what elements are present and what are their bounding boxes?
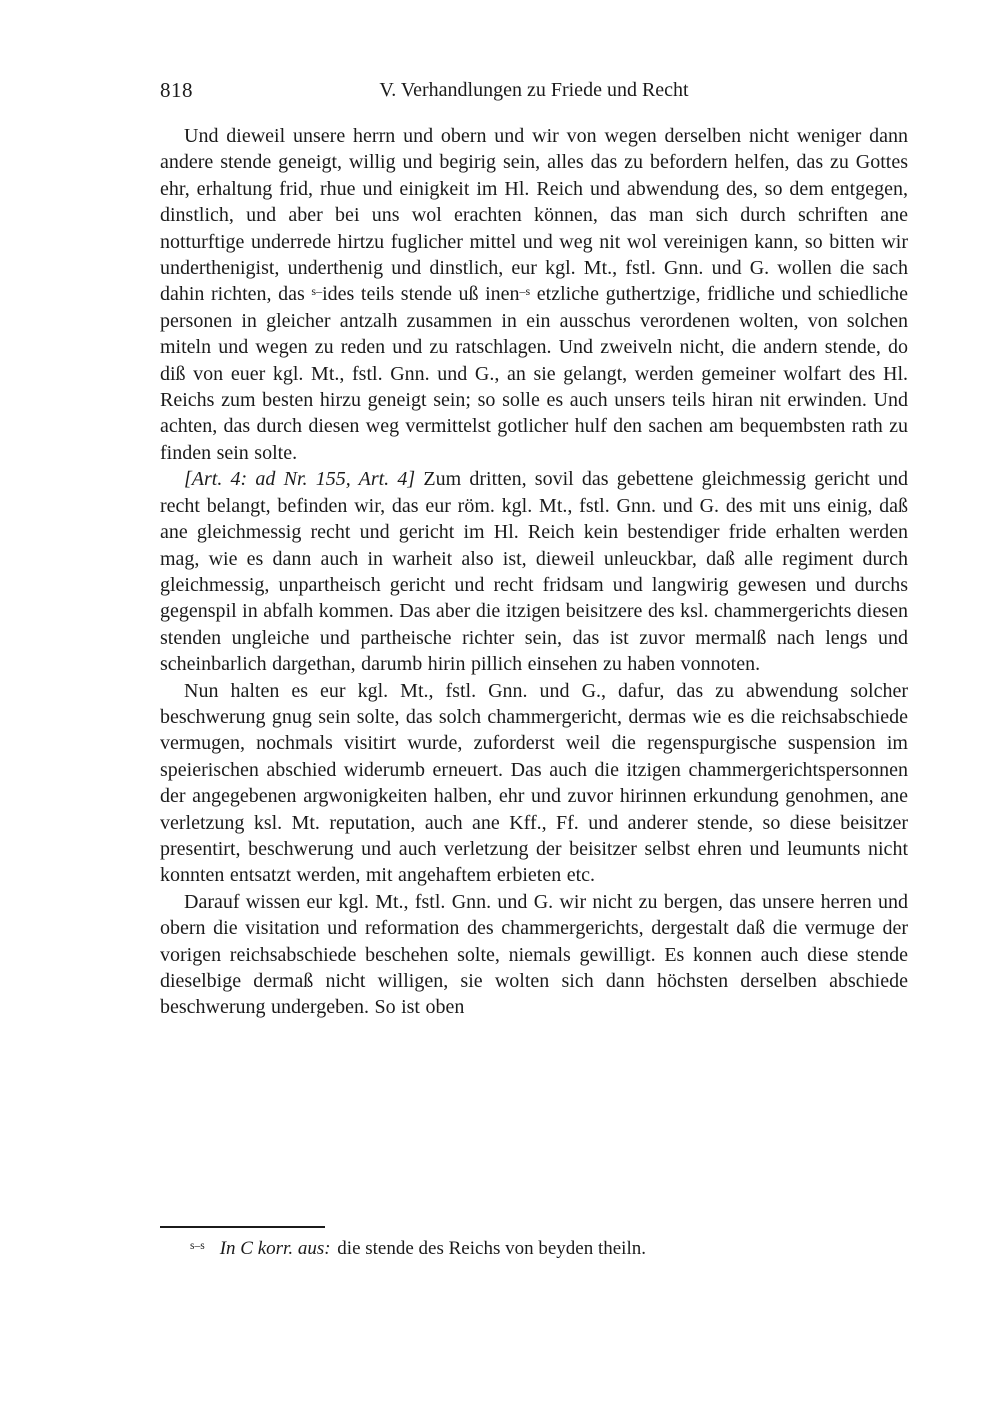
paragraph-2 — [160, 466, 908, 677]
body-text — [160, 123, 908, 1021]
footnote-marker: s–s — [190, 1239, 205, 1252]
article-reference: [Art. 4: ad Nr. 155, Art. 4] — [184, 468, 416, 491]
footnote-rule — [160, 1226, 325, 1228]
page-number: 818 — [160, 78, 193, 102]
paragraph-1 — [160, 123, 908, 466]
footnote — [160, 1237, 908, 1261]
paragraph-3: Nun halten es eur kgl. Mt., fstl. Gnn. und G., dafur, das zu abwendung solcher beschwerung gnug sein solte, das solch chammergericht, dermas wie es die reichsabschiede vermugen, nochmals visitirt wurde, zuforderst weil die regenspurgische suspension im speierischen abschied widerumb erneuert. Das auch die itzigen chammergerichtspersonnen der angegebenen argwonigkeiten halben, ehr und zuvor hirinnen erkundung genohmen, ane verletzung ksl. Mt. reputation, auch ane Kff., Ff. und anderer stende, so diese beisitzer presentirt, beschwerung und auch verletzung der beisitzer selbst ehren und leumunts nicht konnten entsatzt werden, mit angehaftem erbieten etc. — [160, 679, 908, 887]
running-head — [160, 78, 908, 104]
paragraph-2-text: Zum dritten, sovil das gebettene gleichmessig gericht und recht belangt, befinden wir, das eur röm. kgl. Mt., fstl. Gnn. und G. des mit uns einig, daß ane gleichmessig recht und gericht im Hl. Reich kein bestendiger fride erhalten werden mag, wie es dann auch in warheit also ist, dieweil unleuckbar, daß alle regiment durch gleichmessig, unpartheisch gericht und recht fridsam und langwirig gewesen und durchs gegenspil in abfalh kommen. Das aber die itzigen beisitzere des ksl. chammergerichts diesen stenden ungleiche und partheische richter sein, das ist zuvor mermalß nach lengs und scheinbarlich dargethan, darumb hirin pillich einsehen zu haben vonnoten. — [160, 468, 908, 676]
footnote-lemma: In C korr. aus: — [219, 1238, 331, 1259]
footnote-marker-open: s– — [311, 284, 323, 299]
text-block — [160, 78, 908, 1021]
paragraph-1-text-continued: etzliche guthertzige, fridliche und schiedliche personen in gleicher antzalh zusammen in ein ausschus verordenen wolten, von solchen miteln und wegen zu reden und zu ratschlagen. Und zweiveln nicht, die andern stende, do diß von euer kgl. Mt., fstl. Gnn. und G., an sie gelangt, werden gemeiner wolfart des Hl. Reichs zum besten hirzu geneigt sein; so solle es auch unsers teils hiran nit erwinden. Und achten, das durch diesen weg vermittelst gotlicher hulf den sachen am bequembsten rath zu finden sein solte. — [160, 283, 909, 464]
paragraph-1-text: Und dieweil unsere herrn und obern und wir von wegen derselben nicht weniger dann andere stende geneigt, willig und begirig sein, alles das zu befordern helfen, das zu Gottes ehr, erhaltung frid, rhue und einigkeit im Hl. Reich und abwendung des, so dem entgegen, dinstlich, und aber bei uns wol erachten können, das man sich durch schriften ane notturftige underrede hirtzu fuglicher mittel und weg nit wol vereinigen kann, so bitten wir underthenigist, underthenig und dinstlich, eur kgl. Mt., fstl. Gnn. und G. wollen die sach dahin richten, das — [160, 125, 908, 306]
footnote-area — [160, 1226, 908, 1261]
footnote-text: die stende des Reichs von beyden theiln. — [332, 1238, 646, 1259]
footnote-marker-close: –s — [519, 284, 531, 299]
paragraph-4: Darauf wissen eur kgl. Mt., fstl. Gnn. und G. wir nicht zu bergen, das unsere herren und obern die visitation und reformation des chammergerichts, dergestalt daß die vermuge der vorigen reichsabschiede beschehen solte, niemals gewilligt. Es konnen auch diese stende dieselbige dermaß nicht willigen, sie wolten sich dann höchsten derselben abschiede beschwerung undergeben. So ist oben — [160, 890, 908, 1019]
paragraph-1-variant-text: ides teils stende uß inen — [322, 283, 520, 306]
running-title: V. Verhandlungen zu Friede und Recht — [379, 79, 689, 101]
